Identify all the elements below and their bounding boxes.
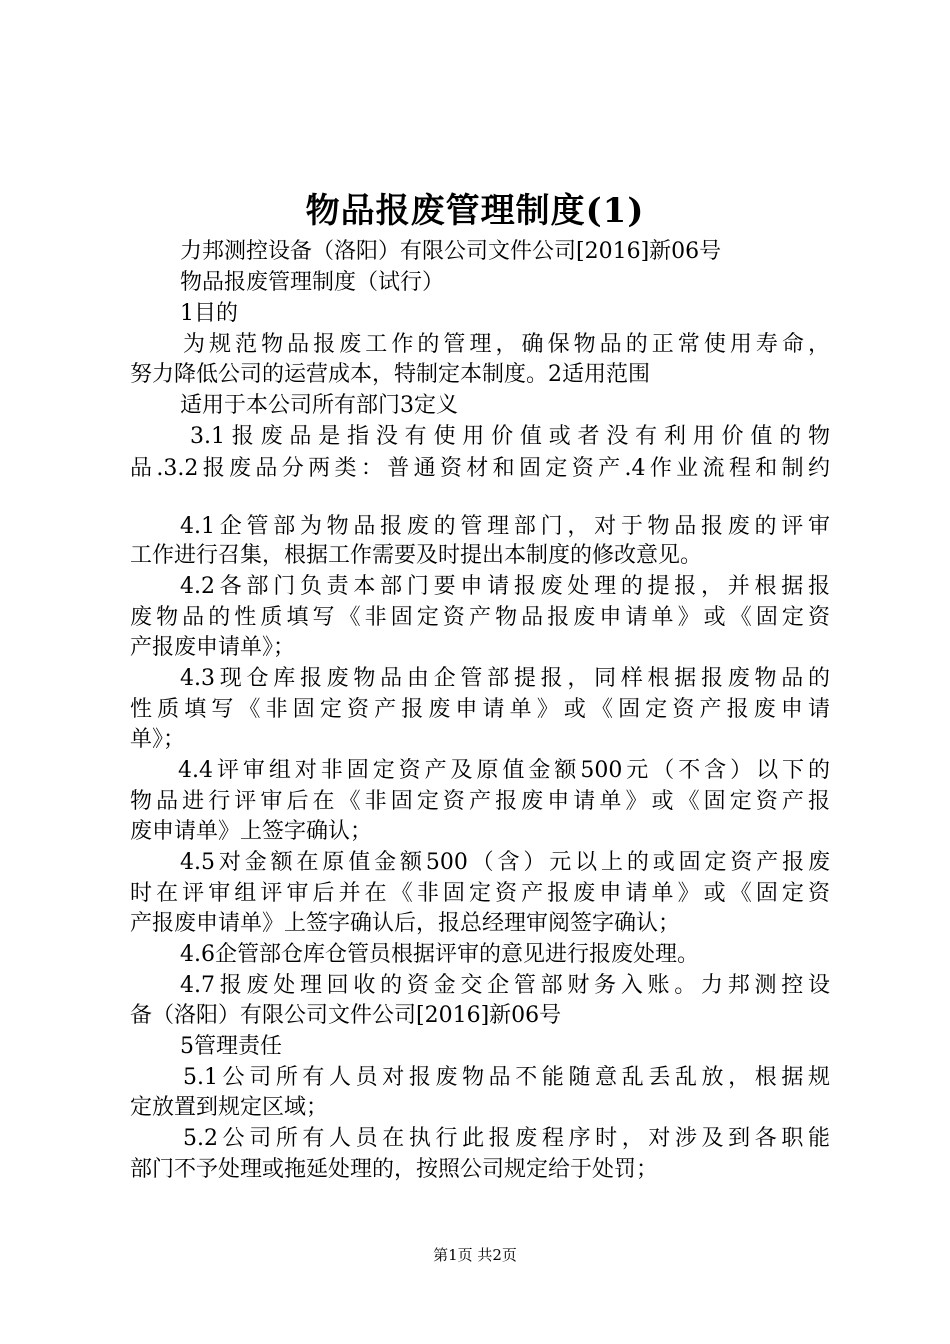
page-footer: 第1页 共2页 [433, 1246, 517, 1264]
doc-line: 适用于本公司所有部门3定义 [180, 393, 458, 418]
doc-line: 单》； [130, 727, 186, 752]
doc-line: 物品报废管理制度（试行） [180, 270, 445, 295]
doc-line: 产报废申请单》； [130, 635, 296, 660]
doc-line: 4.1企管部为物品报废的管理部门，对于物品报废的评审 [180, 514, 830, 539]
doc-line: 4.3现仓库报废物品由企管部提报，同样根据报废物品的 [180, 666, 830, 691]
doc-line: 品.3.2报废品分两类：普通资材和固定资产.4作业流程和制约 [130, 456, 830, 481]
doc-line: 4.6企管部仓库仓管员根据评审的意见进行报废处理。 [180, 942, 699, 967]
doc-line: 5管理责任 [180, 1034, 282, 1059]
doc-line: 废申请单》上签字确认； [130, 819, 373, 844]
doc-line: 产报废申请单》上签字确认后，报总经理审阅签字确认； [130, 911, 681, 936]
doc-line: 力邦测控设备（洛阳）有限公司文件公司[2016]新06号 [180, 239, 722, 264]
doc-line: 5.1公司所有人员对报废物品不能随意乱丢乱放，根据规 [183, 1065, 830, 1090]
doc-line: 定放置到规定区域； [130, 1095, 329, 1120]
doc-line: 物品进行评审后在《非固定资产报废申请单》或《固定资产报 [130, 789, 830, 814]
doc-line: 工作进行召集，根据工作需要及时提出本制度的修改意见。 [130, 543, 703, 568]
doc-line: 3.1报废品是指没有使用价值或者没有利用价值的物 [190, 424, 830, 449]
document-title: 物品报废管理制度(1) [305, 191, 645, 231]
doc-line: 为规范物品报废工作的管理，确保物品的正常使用寿命， [183, 332, 830, 357]
doc-line: 性质填写《非固定资产报废申请单》或《固定资产报废申请 [130, 697, 830, 722]
doc-line: 部门不予处理或拖延处理的，按照公司规定给于处罚； [130, 1157, 659, 1182]
doc-line: 4.5对金额在原值金额500（含）元以上的或固定资产报废 [180, 850, 830, 875]
doc-line: 努力降低公司的运营成本，特制定本制度。2适用范围 [130, 362, 650, 387]
doc-line: 4.7报废处理回收的资金交企管部财务入账。力邦测控设 [180, 973, 830, 998]
doc-line: 备（洛阳）有限公司文件公司[2016]新06号 [130, 1003, 562, 1028]
doc-line: 1目的 [180, 301, 238, 326]
doc-line: 5.2公司所有人员在执行此报废程序时，对涉及到各职能 [183, 1126, 830, 1151]
doc-line: 时在评审组评审后并在《非固定资产报废申请单》或《固定资 [130, 881, 830, 906]
doc-line: 4.4评审组对非固定资产及原值金额500元（不含）以下的 [178, 758, 830, 783]
doc-line: 废物品的性质填写《非固定资产物品报废申请单》或《固定资 [130, 605, 830, 630]
doc-line: 4.2各部门负责本部门要申请报废处理的提报，并根据报 [180, 574, 830, 599]
